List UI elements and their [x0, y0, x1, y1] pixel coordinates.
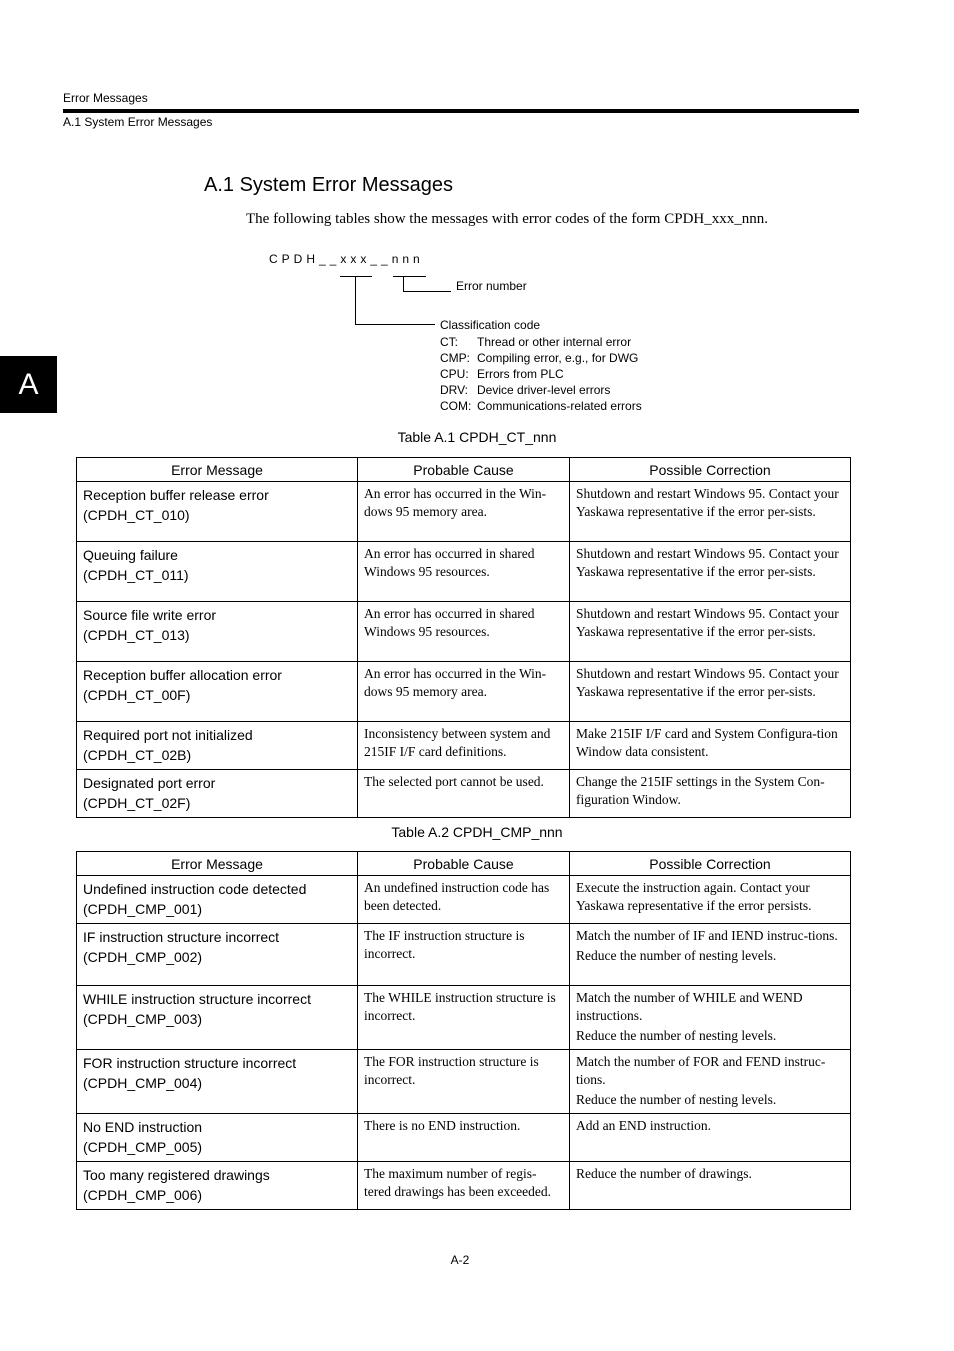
possible-correction-cell: [570, 924, 851, 986]
error-code: (CPDH_CT_00F): [83, 687, 191, 703]
correction-text: Execute the instruction again. Contact your Yaskawa representative if the error persists.: [576, 880, 812, 913]
classification-list: [440, 334, 642, 414]
error-message-cell: [77, 876, 358, 924]
error-code-format: CPDH__xxx__nnn: [269, 252, 424, 266]
probable-cause-cell: The WHILE instruction structure is incorrect.: [358, 986, 570, 1050]
column-header: Possible Correction: [570, 852, 851, 876]
column-header: Probable Cause: [358, 852, 570, 876]
error-message-text: FOR instruction structure incorrect: [83, 1055, 297, 1071]
possible-correction-cell: [570, 1162, 851, 1210]
error-message-cell: [77, 722, 358, 770]
classification-leader-horizontal: [355, 324, 435, 325]
correction-text: Change the 215IF settings in the System Con-figuration Window.: [576, 774, 825, 807]
table-a1-caption: Table A.1 CPDH_CT_nnn: [397, 429, 557, 445]
error-message-text: Designated port error: [83, 775, 216, 791]
correction-text: Shutdown and restart Windows 95. Contact your Yaskawa representative if the error per-sists.: [576, 666, 839, 699]
classification-item: [440, 334, 642, 350]
probable-cause-cell: An undefined instruction code has been detected.: [358, 876, 570, 924]
error-message-text: WHILE instruction structure incorrect: [83, 991, 311, 1007]
classification-leader-vertical: [355, 276, 356, 325]
header-rule: [63, 109, 859, 113]
table-row: [77, 770, 851, 818]
error-message-text: Reception buffer allocation error: [83, 667, 282, 683]
correction-text: Reduce the number of nesting levels.: [576, 1092, 777, 1107]
probable-cause-cell: The IF instruction structure is incorrect.: [358, 924, 570, 986]
appendix-side-tab: A: [0, 356, 57, 413]
correction-text: Match the number of IF and IEND instruc-tions.: [576, 928, 838, 943]
error-message-cell: [77, 1114, 358, 1162]
error-message-cell: [77, 542, 358, 602]
running-header-section: A.1 System Error Messages: [63, 115, 213, 129]
error-message-cell: [77, 602, 358, 662]
correction-text: Reduce the number of nesting levels.: [576, 1028, 777, 1043]
probable-cause-cell: The maximum number of regis-tered drawings has been exceeded.: [358, 1162, 570, 1210]
column-header: Possible Correction: [570, 458, 851, 482]
error-number-leader-horizontal: [403, 291, 451, 292]
classification-label: Classification code: [440, 318, 541, 332]
section-title: A.1 System Error Messages: [204, 174, 453, 196]
error-message-cell: [77, 1050, 358, 1114]
error-code: (CPDH_CT_010): [83, 507, 190, 523]
classification-item: [440, 382, 642, 398]
error-code: (CPDH_CT_011): [83, 567, 189, 583]
possible-correction-cell: [570, 602, 851, 662]
correction-text: Shutdown and restart Windows 95. Contact your Yaskawa representative if the error per-sists.: [576, 546, 839, 579]
error-message-text: Queuing failure: [83, 547, 178, 563]
correction-text: Shutdown and restart Windows 95. Contact your Yaskawa representative if the error per-sists.: [576, 486, 839, 519]
table-row: [77, 542, 851, 602]
error-message-cell: [77, 924, 358, 986]
classification-bracket: [340, 276, 372, 277]
error-number-leader-vertical: [403, 276, 404, 292]
column-header: Error Message: [77, 852, 358, 876]
correction-text: Match the number of WHILE and WEND instructions.: [576, 990, 803, 1023]
table-a1: [76, 457, 851, 818]
error-code: (CPDH_CT_013): [83, 627, 190, 643]
classification-description: Thread or other internal error: [477, 335, 632, 349]
classification-code: CPU:: [440, 367, 469, 381]
classification-item: [440, 366, 642, 382]
error-number-label: Error number: [456, 279, 527, 293]
error-message-text: Too many registered drawings: [83, 1167, 270, 1183]
error-message-cell: [77, 1162, 358, 1210]
table-row: [77, 1050, 851, 1114]
error-message-cell: [77, 662, 358, 722]
classification-description: Compiling error, e.g., for DWG: [477, 351, 639, 365]
error-code: (CPDH_CMP_005): [83, 1139, 203, 1155]
table-row: [77, 482, 851, 542]
probable-cause-cell: The selected port cannot be used.: [358, 770, 570, 818]
error-code: (CPDH_CT_02B): [83, 747, 192, 763]
possible-correction-cell: [570, 482, 851, 542]
classification-code: DRV:: [440, 383, 469, 397]
error-message-cell: [77, 770, 358, 818]
table-row: [77, 722, 851, 770]
classification-code: COM:: [440, 399, 472, 413]
table-row: [77, 602, 851, 662]
probable-cause-cell: An error has occurred in shared Windows 95 resources.: [358, 602, 570, 662]
intro-paragraph: The following tables show the messages with error codes of the form CPDH_xxx_nnn.: [246, 211, 768, 227]
error-message-text: No END instruction: [83, 1119, 203, 1135]
table-a2-caption: Table A.2 CPDH_CMP_nnn: [391, 824, 563, 840]
possible-correction-cell: [570, 662, 851, 722]
possible-correction-cell: [570, 1114, 851, 1162]
error-message-text: Reception buffer release error: [83, 487, 269, 503]
correction-text: Add an END instruction.: [576, 1118, 711, 1133]
error-code: (CPDH_CT_02F): [83, 795, 191, 811]
possible-correction-cell: [570, 1050, 851, 1114]
error-code: (CPDH_CMP_004): [83, 1075, 203, 1091]
table-row: [77, 662, 851, 722]
error-message-text: Undefined instruction code detected: [83, 881, 307, 897]
column-header: Probable Cause: [358, 458, 570, 482]
probable-cause-cell: An error has occurred in the Win-dows 95 memory area.: [358, 482, 570, 542]
correction-text: Shutdown and restart Windows 95. Contact your Yaskawa representative if the error per-sists.: [576, 606, 839, 639]
possible-correction-cell: [570, 542, 851, 602]
classification-description: Communications-related errors: [477, 399, 642, 413]
page-number: A-2: [450, 1253, 470, 1267]
probable-cause-cell: The FOR instruction structure is incorrect.: [358, 1050, 570, 1114]
table-row: [77, 924, 851, 986]
error-code: (CPDH_CMP_001): [83, 901, 203, 917]
table-row: [77, 876, 851, 924]
correction-text: Make 215IF I/F card and System Configura-tion Window data consistent.: [576, 726, 838, 759]
error-message-cell: [77, 482, 358, 542]
classification-description: Device driver-level errors: [477, 383, 611, 397]
correction-text: Match the number of FOR and FEND instruc-tions.: [576, 1054, 826, 1087]
error-number-bracket: [393, 276, 426, 277]
running-header-chapter: Error Messages: [63, 91, 148, 105]
possible-correction-cell: [570, 876, 851, 924]
table-row: [77, 986, 851, 1050]
probable-cause-cell: An error has occurred in shared Windows 95 resources.: [358, 542, 570, 602]
possible-correction-cell: [570, 986, 851, 1050]
classification-item: [440, 398, 642, 414]
table-a2: [76, 851, 851, 1210]
error-message-text: Required port not initialized: [83, 727, 253, 743]
error-message-text: Source file write error: [83, 607, 217, 623]
error-code: (CPDH_CMP_002): [83, 949, 203, 965]
error-message-cell: [77, 986, 358, 1050]
possible-correction-cell: [570, 770, 851, 818]
classification-item: [440, 350, 642, 366]
correction-text: Reduce the number of drawings.: [576, 1166, 752, 1181]
classification-description: Errors from PLC: [477, 367, 564, 381]
correction-text: Reduce the number of nesting levels.: [576, 948, 777, 963]
probable-cause-cell: An error has occurred in the Win-dows 95 memory area.: [358, 662, 570, 722]
column-header: Error Message: [77, 458, 358, 482]
table-row: [77, 1162, 851, 1210]
error-message-text: IF instruction structure incorrect: [83, 929, 280, 945]
error-code: (CPDH_CMP_006): [83, 1187, 203, 1203]
classification-code: CT:: [440, 335, 458, 349]
probable-cause-cell: There is no END instruction.: [358, 1114, 570, 1162]
error-code: (CPDH_CMP_003): [83, 1011, 203, 1027]
table-row: [77, 1114, 851, 1162]
classification-code: CMP:: [440, 351, 470, 365]
probable-cause-cell: Inconsistency between system and 215IF I/F card definitions.: [358, 722, 570, 770]
possible-correction-cell: [570, 722, 851, 770]
